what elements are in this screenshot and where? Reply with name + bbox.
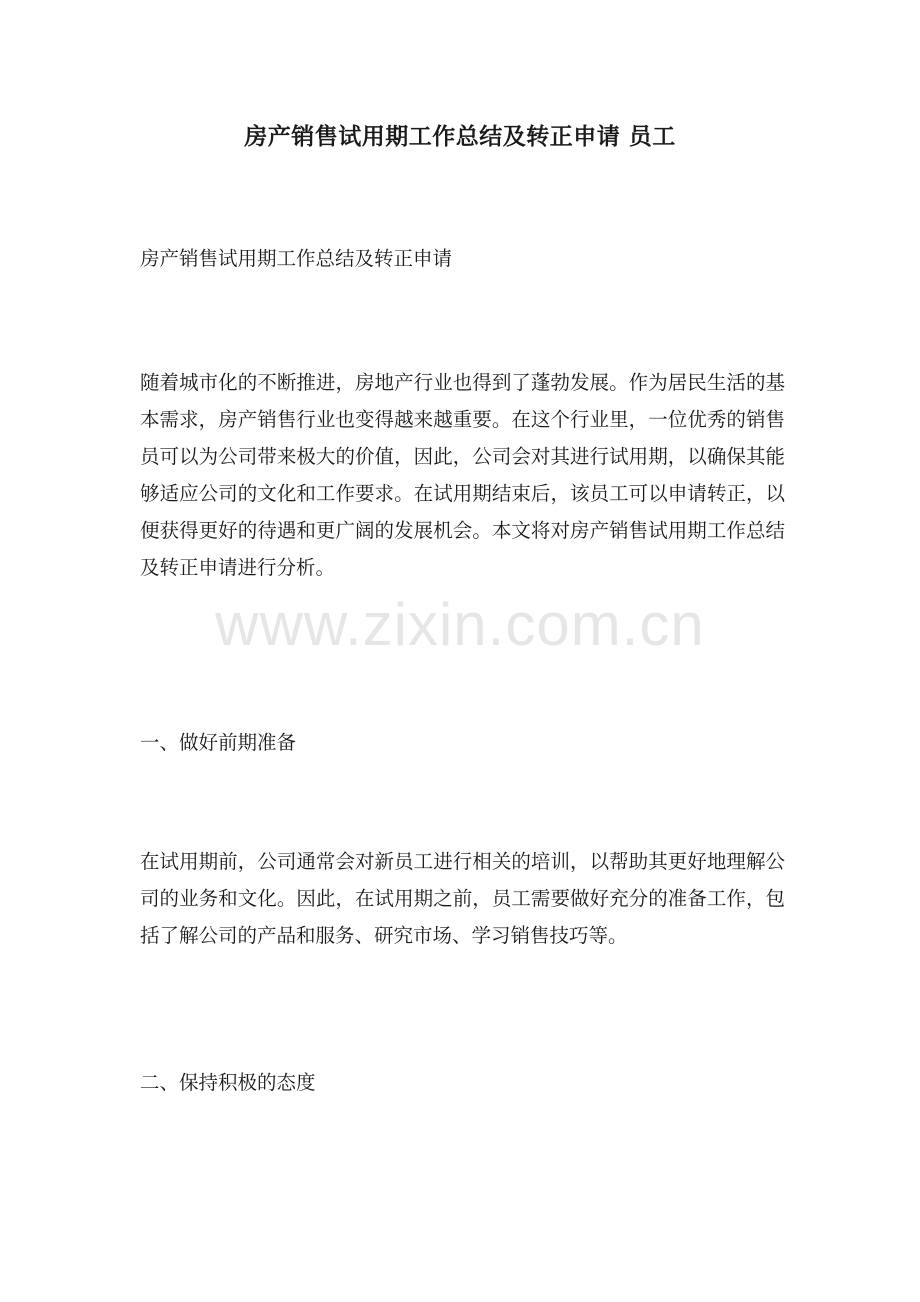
- section-heading-1: 一、做好前期准备: [140, 731, 297, 754]
- watermark-text: www.zixin.com.cn: [215, 591, 705, 658]
- section-1-paragraph: 在试用期前，公司通常会对新员工进行相关的培训，以帮助其更好地理解公司的业务和文化。因此，在试用期之前，员工需要做好充分的准备工作，包括了解公司的产品和服务、研究市场、学习销售技巧等。: [140, 850, 785, 947]
- intro-paragraph: 随着城市化的不断推进，房地产行业也得到了蓬勃发展。作为居民生活的基本需求，房产销售行业也变得越来越重要。在这个行业里，一位优秀的销售员可以为公司带来极大的价值，因此，公司会对其进行试用期，以确保其能够适应公司的文化和工作要求。在试用期结束后，该员工可以申请转正，以便获得更好的待遇和更广阔的发展机会。本文将对房产销售试用期工作总结及转正申请进行分析。: [140, 371, 785, 579]
- section-heading-2: 二、保持积极的态度: [140, 1071, 316, 1094]
- document-subtitle: 房产销售试用期工作总结及转正申请: [140, 247, 453, 270]
- document-title: 房产销售试用期工作总结及转正申请 员工: [244, 123, 676, 150]
